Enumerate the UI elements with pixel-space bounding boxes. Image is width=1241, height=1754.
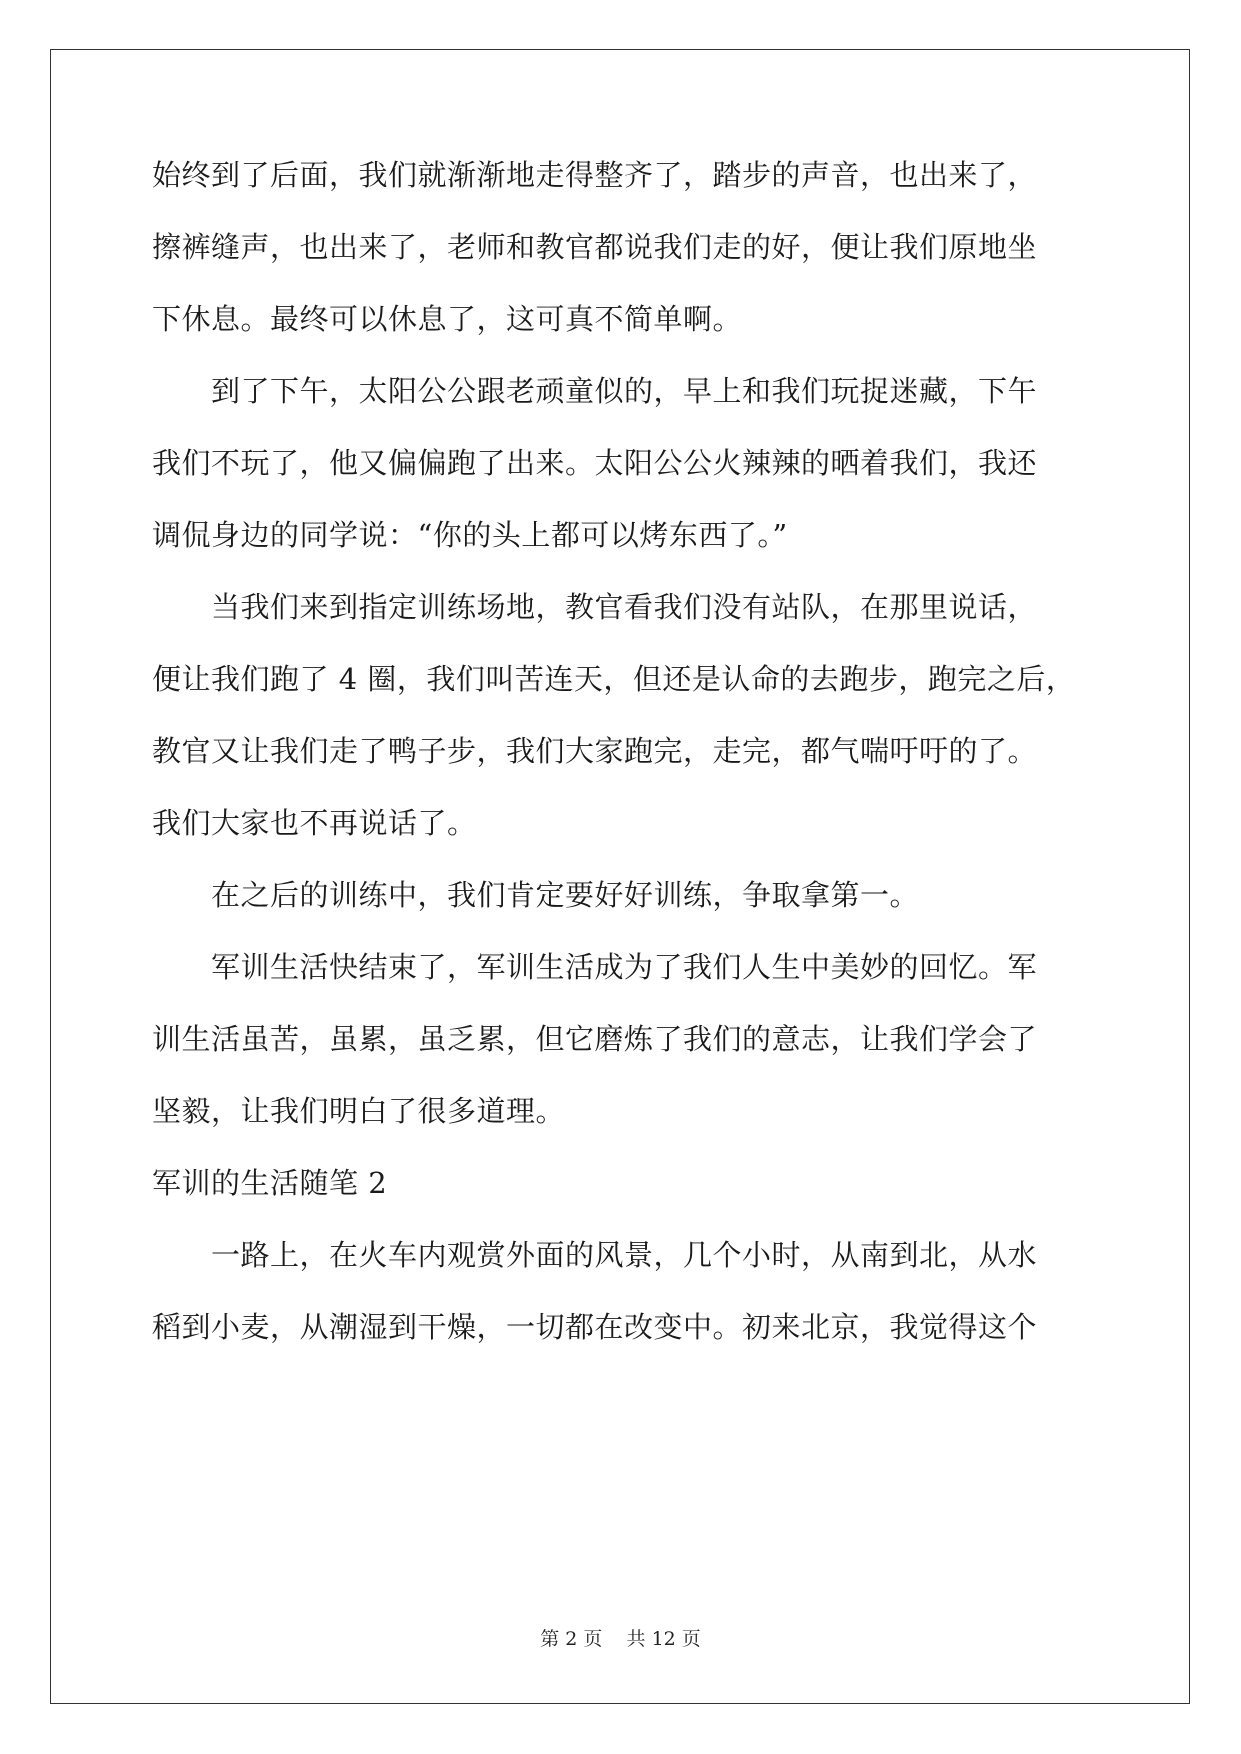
text-line: 教官又让我们走了鸭子步，我们大家跑完，走完，都气喘吁吁的了。	[152, 734, 1038, 768]
text-line: 调侃身边的同学说：“你的头上都可以烤东西了。”	[152, 518, 788, 552]
section-heading: 军训的生活随笔 2	[152, 1166, 388, 1200]
text-line: 在之后的训练中，我们肯定要好好训练，争取拿第一。	[152, 878, 920, 912]
text-line: 一路上，在火车内观赏外面的风景，几个小时，从南到北，从水	[152, 1238, 1038, 1272]
text-line: 稻到小麦，从潮湿到干燥，一切都在改变中。初来北京，我觉得这个	[152, 1310, 1038, 1344]
text-line: 下休息。最终可以休息了，这可真不简单啊。	[152, 302, 743, 336]
text-line: 始终到了后面，我们就渐渐地走得整齐了，踏步的声音，也出来了，	[152, 158, 1038, 192]
text-line: 便让我们跑了 4 圈，我们叫苦连天，但还是认命的去跑步，跑完之后，	[152, 662, 1076, 696]
text-line: 坚毅，让我们明白了很多道理。	[152, 1094, 566, 1128]
text-line: 我们不玩了，他又偏偏跑了出来。太阳公公火辣辣的晒着我们，我还	[152, 446, 1038, 480]
text-line: 当我们来到指定训练场地，教官看我们没有站队，在那里说话，	[152, 590, 1038, 624]
text-line: 到了下午，太阳公公跟老顽童似的，早上和我们玩捉迷藏，下午	[152, 374, 1038, 408]
text-line: 军训生活快结束了，军训生活成为了我们人生中美妙的回忆。军	[152, 950, 1038, 984]
page-number-footer: 第 2 页 共 12 页	[540, 1628, 701, 1650]
text-line: 擦裤缝声，也出来了，老师和教官都说我们走的好，便让我们原地坐	[152, 230, 1038, 264]
text-line: 训生活虽苦，虽累，虽乏累，但它磨炼了我们的意志，让我们学会了	[152, 1022, 1038, 1056]
text-line: 我们大家也不再说话了。	[152, 806, 477, 840]
